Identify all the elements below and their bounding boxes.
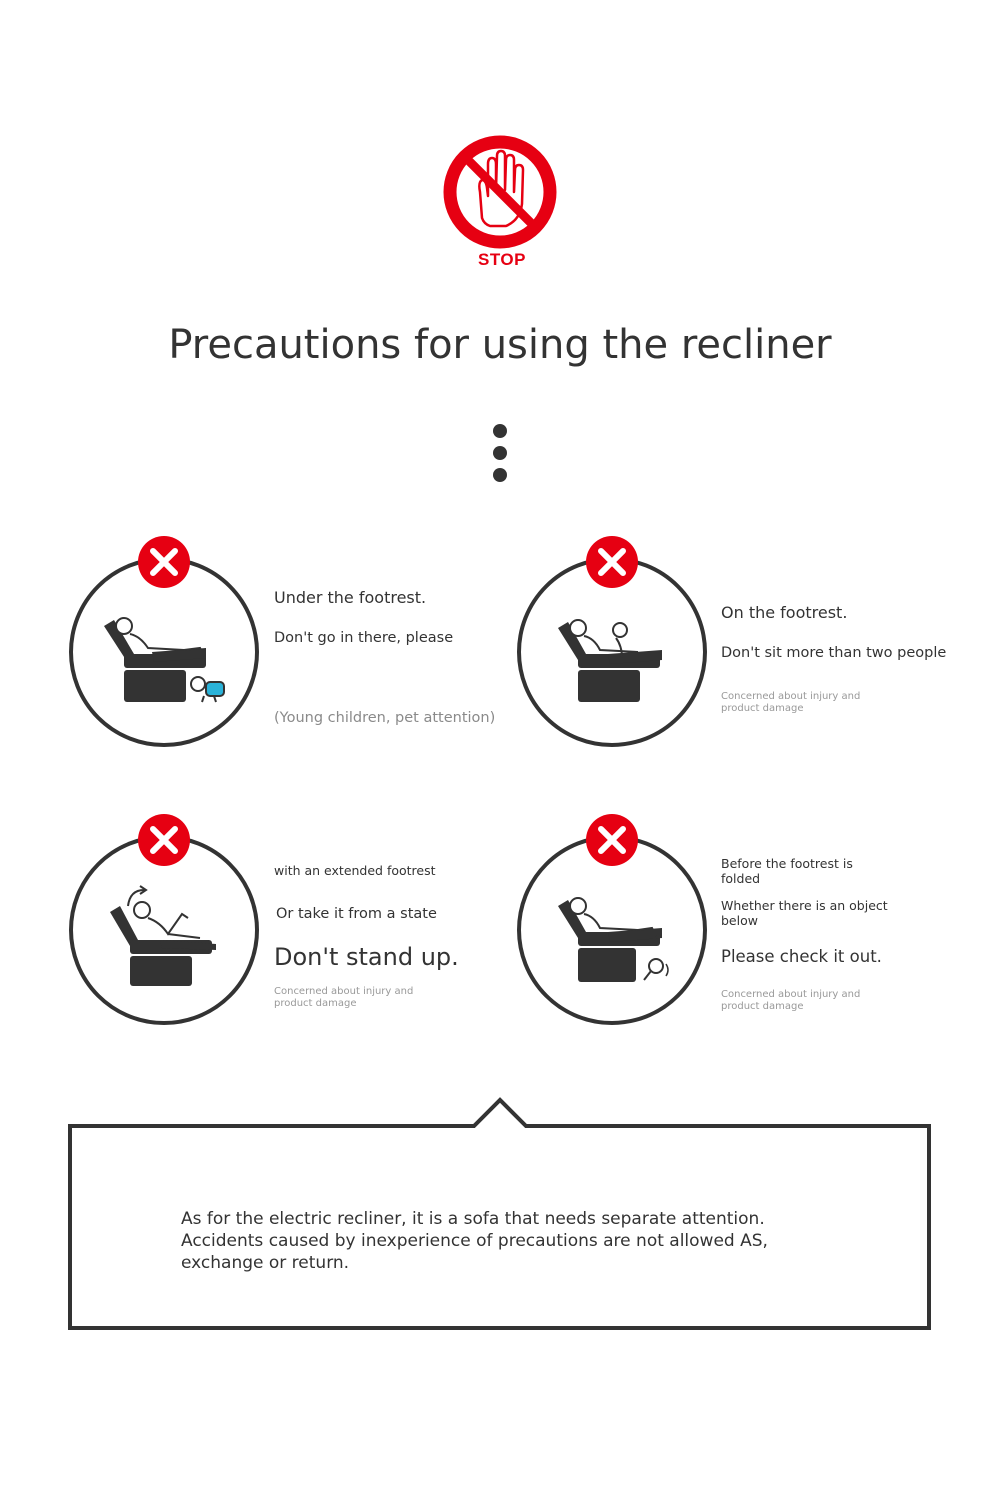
card3-emphasis: Don't stand up. [274,943,459,971]
card1-line2: Don't go in there, please [274,630,454,646]
separator-dots [492,424,508,484]
stop-hand-icon [442,134,558,250]
card4-line1: Before the footrest is folded [721,856,853,886]
card3-line1: with an extended footrest [274,863,436,878]
card2-line1: On the footrest. [721,603,848,622]
page-title: Precautions for using the recliner [168,322,832,368]
notice-text: As for the electric recliner, it is a sofa that needs separate attention. Accidents caused by inexperience of precautions are not allowed AS, exchange or return. [181,1209,768,1273]
card1-line1: Under the footrest. [274,588,427,607]
recliner-two-people-icon [512,536,712,751]
card4-line2: Whether there is an object below [721,898,888,928]
card4-emphasis: Please check it out. [721,947,882,966]
recliner-standing-up-icon [64,814,264,1029]
card2-line2: Don't sit more than two people [721,645,947,661]
card3-note: Concerned about injury and product damage [274,986,414,1009]
card4-note: Concerned about injury and product damage [721,989,861,1012]
card1-note: (Young children, pet attention) [274,710,496,726]
card2-note: Concerned about injury and product damage [721,691,861,714]
card3-line2: Or take it from a state [276,906,437,922]
recliner-check-below-icon [512,814,712,1029]
recliner-child-under-footrest-icon [64,536,264,751]
stop-label: STOP [478,250,526,269]
